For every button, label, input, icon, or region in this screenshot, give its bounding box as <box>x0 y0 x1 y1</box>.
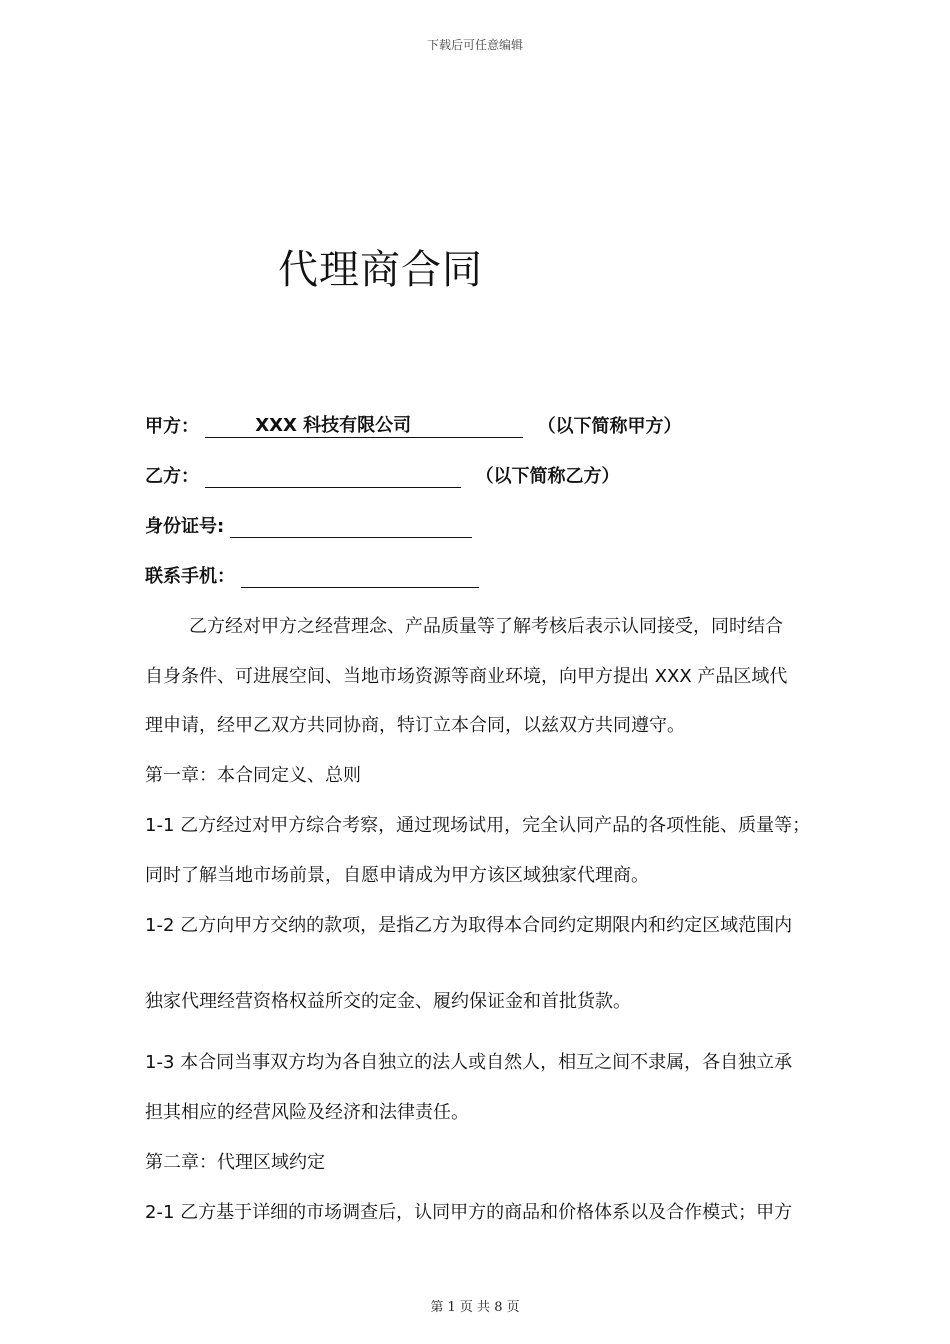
party-a-line <box>145 412 682 438</box>
body-line: 自身条件、可进展空间、当地市场资源等商业环境，向甲方提出 XXX 产品区域代 <box>145 666 788 687</box>
body-line: 1-2 乙方向甲方交纳的款项，是指乙方为取得本合同约定期限内和约定区域范围内 <box>145 915 793 936</box>
id-number-line <box>145 512 472 538</box>
body-line: 担其相应的经营风险及经济和法律责任。 <box>145 1102 469 1123</box>
party-a-field <box>205 415 523 438</box>
party-b-suffix: （以下简称乙方） <box>475 466 620 487</box>
phone-line <box>145 562 479 588</box>
body-line: 1-3 本合同当事双方均为各自独立的法人或自然人，相互之间不隶属，各自独立承 <box>145 1052 793 1073</box>
page-footer: 第 1 页 共 8 页 <box>430 1300 520 1315</box>
id-number-label: 身份证号: <box>145 516 225 537</box>
party-b-line <box>145 462 620 488</box>
body-line: 1-1 乙方经过对甲方综合考察，通过现场试用，完全认同产品的各项性能、质量等； <box>145 815 811 836</box>
party-a-suffix: （以下简称甲方） <box>537 416 682 437</box>
document-title: 代理商合同 <box>278 247 483 293</box>
phone-label: 联系手机： <box>145 566 235 587</box>
body-line: 理申请，经甲乙双方共同协商，特订立本合同，以兹双方共同遵守。 <box>145 715 685 736</box>
body-line: 独家代理经营资格权益所交的定金、履约保证金和首批货款。 <box>145 991 631 1012</box>
body-line: 2-1 乙方基于详细的市场调查后，认同甲方的商品和价格体系以及合作模式；甲方 <box>145 1202 793 1223</box>
party-b-field <box>205 465 461 488</box>
header-note: 下载后可任意编辑 <box>426 38 523 52</box>
body-line: 同时了解当地市场前景，自愿申请成为甲方该区域独家代理商。 <box>145 865 649 886</box>
party-b-label: 乙方： <box>145 466 199 487</box>
phone-field <box>241 565 479 588</box>
party-a-label: 甲方： <box>145 416 199 437</box>
chapter-heading: 第二章：代理区域约定 <box>145 1152 325 1173</box>
chapter-heading: 第一章：本合同定义、总则 <box>145 765 361 786</box>
party-a-value: XXX 科技有限公司 <box>255 415 412 436</box>
id-number-field <box>230 515 472 538</box>
body-line: 乙方经对甲方之经营理念、产品质量等了解考核后表示认同接受，同时结合 <box>189 616 783 637</box>
